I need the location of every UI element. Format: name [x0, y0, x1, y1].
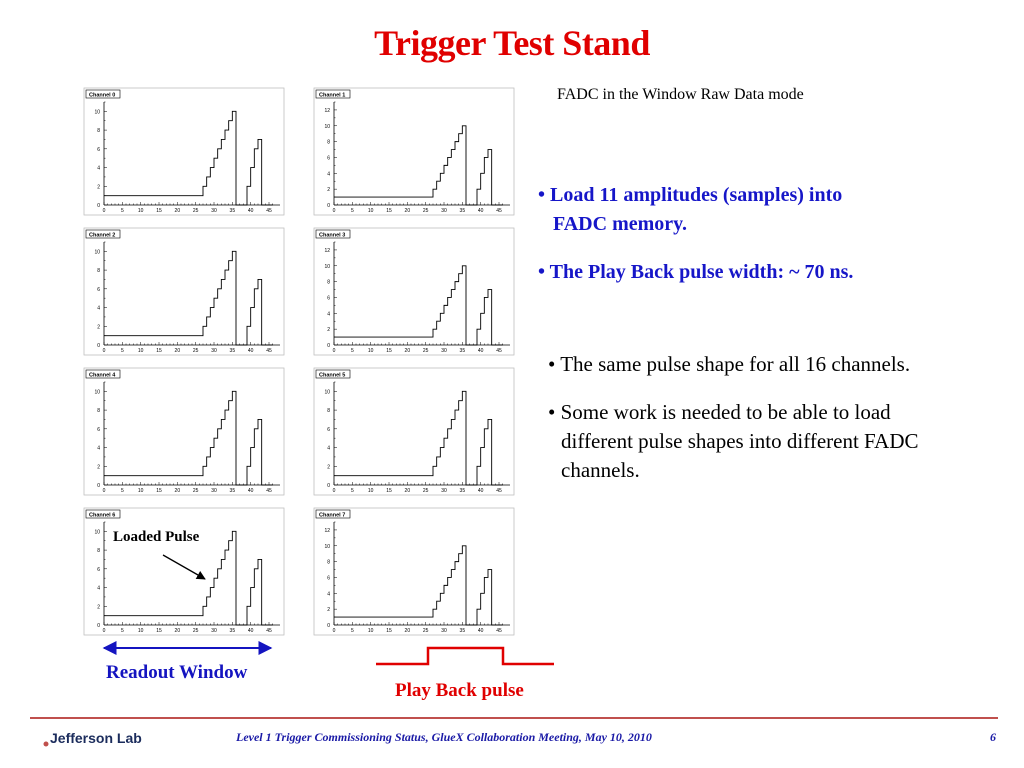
- playback-pulse-shape: [376, 648, 554, 664]
- footer-text: Level 1 Trigger Commissioning Status, GlueX Collaboration Meeting, May 10, 2010: [236, 730, 652, 744]
- y-tick-label: 8: [97, 128, 100, 135]
- y-tick-label: 4: [327, 311, 330, 318]
- slide-title: Trigger Test Stand: [374, 23, 650, 63]
- x-tick-label: 25: [192, 208, 199, 214]
- y-tick-label: 10: [94, 389, 100, 396]
- x-tick-label: 10: [367, 488, 374, 494]
- x-tick-label: 10: [137, 208, 144, 214]
- y-tick-label: 6: [327, 155, 330, 162]
- y-tick-label: 2: [327, 464, 330, 471]
- x-tick-label: 5: [120, 488, 124, 494]
- x-tick-label: 20: [404, 208, 411, 214]
- channel-plot-1: [314, 88, 514, 215]
- x-tick-label: 15: [156, 348, 162, 354]
- x-tick-label: 5: [120, 348, 124, 354]
- plot-title: Channel 3: [319, 232, 346, 239]
- logo-text: Jefferson Lab: [50, 730, 142, 746]
- y-tick-label: 0: [327, 483, 330, 489]
- y-tick-label: 2: [327, 187, 330, 194]
- x-tick-label: 10: [137, 628, 144, 634]
- x-tick-label: 30: [441, 348, 447, 354]
- x-tick-label: 25: [422, 208, 429, 214]
- x-tick-label: 25: [422, 488, 429, 494]
- y-tick-label: 4: [327, 445, 330, 452]
- y-tick-label: 2: [97, 324, 100, 331]
- bullet-load-amplitudes: • Load 11 amplitudes (samples) into: [538, 184, 843, 206]
- x-tick-label: 5: [120, 628, 124, 634]
- x-tick-label: 35: [229, 628, 236, 634]
- plot-title: Channel 6: [89, 512, 116, 519]
- y-tick-label: 10: [94, 249, 100, 256]
- x-tick-label: 35: [229, 208, 236, 214]
- channel-plot-7: [314, 508, 514, 635]
- y-tick-label: 4: [97, 165, 100, 172]
- y-tick-label: 4: [97, 305, 100, 312]
- x-tick-label: 15: [386, 488, 392, 494]
- x-tick-label: 25: [422, 628, 429, 634]
- bullet-same-shape: • The same pulse shape for all 16 channels.: [548, 352, 911, 376]
- x-tick-label: 0: [332, 208, 336, 214]
- x-tick-label: 0: [102, 628, 106, 634]
- y-tick-label: 10: [324, 389, 330, 396]
- y-tick-label: 10: [324, 123, 330, 130]
- y-tick-label: 8: [327, 408, 330, 415]
- y-tick-label: 0: [97, 343, 100, 349]
- x-tick-label: 10: [367, 628, 374, 634]
- x-tick-label: 40: [477, 488, 484, 494]
- x-tick-label: 20: [174, 488, 181, 494]
- x-tick-label: 10: [367, 208, 374, 214]
- x-tick-label: 30: [211, 628, 217, 634]
- y-tick-label: 10: [94, 109, 100, 116]
- x-tick-label: 0: [102, 488, 106, 494]
- x-tick-label: 15: [156, 628, 162, 634]
- y-tick-label: 4: [327, 591, 330, 598]
- y-tick-label: 8: [327, 559, 330, 566]
- x-tick-label: 45: [266, 628, 272, 634]
- y-tick-label: 6: [327, 575, 330, 582]
- loaded-pulse-label: Loaded Pulse: [113, 529, 200, 545]
- x-tick-label: 5: [350, 628, 354, 634]
- y-tick-label: 6: [97, 286, 100, 293]
- channel-plot-4: [84, 368, 284, 495]
- y-tick-label: 4: [97, 445, 100, 452]
- y-tick-label: 8: [97, 548, 100, 555]
- y-tick-label: 12: [324, 247, 330, 254]
- x-tick-label: 5: [350, 348, 354, 354]
- y-tick-label: 2: [327, 607, 330, 614]
- x-tick-label: 45: [266, 488, 272, 494]
- x-tick-label: 40: [477, 208, 484, 214]
- y-tick-label: 0: [327, 203, 330, 209]
- y-tick-label: 6: [327, 426, 330, 433]
- x-tick-label: 15: [386, 348, 392, 354]
- x-tick-label: 0: [332, 348, 336, 354]
- footer-divider: [30, 717, 998, 719]
- bullet-some-work-cont1: different pulse shapes into different FADC: [561, 429, 919, 453]
- y-tick-label: 8: [327, 279, 330, 286]
- x-tick-label: 25: [422, 348, 429, 354]
- plot-title: Channel 5: [319, 372, 346, 379]
- x-tick-label: 10: [137, 348, 144, 354]
- x-tick-label: 35: [229, 348, 236, 354]
- x-tick-label: 40: [477, 628, 484, 634]
- y-tick-label: 10: [324, 543, 330, 550]
- x-tick-label: 0: [332, 628, 336, 634]
- y-tick-label: 6: [97, 426, 100, 433]
- jefferson-lab-logo: [40, 727, 180, 751]
- y-tick-label: 0: [327, 343, 330, 349]
- x-tick-label: 20: [404, 488, 411, 494]
- y-tick-label: 0: [97, 203, 100, 209]
- x-tick-label: 10: [137, 488, 144, 494]
- x-tick-label: 10: [367, 348, 374, 354]
- y-tick-label: 0: [97, 623, 100, 629]
- x-tick-label: 30: [211, 208, 217, 214]
- x-tick-label: 15: [156, 488, 162, 494]
- x-tick-label: 45: [266, 208, 272, 214]
- x-tick-label: 0: [102, 208, 106, 214]
- y-tick-label: 6: [97, 146, 100, 153]
- y-tick-label: 2: [327, 327, 330, 334]
- channel-plot-0: [84, 88, 284, 215]
- y-tick-label: 2: [97, 604, 100, 611]
- x-tick-label: 20: [404, 348, 411, 354]
- plot-frame: [314, 88, 514, 215]
- y-tick-label: 12: [324, 527, 330, 534]
- y-tick-label: 4: [327, 171, 330, 178]
- y-tick-label: 8: [97, 408, 100, 415]
- bullet-load-amplitudes-cont: FADC memory.: [553, 213, 688, 235]
- x-tick-label: 20: [174, 348, 181, 354]
- y-tick-label: 12: [324, 107, 330, 114]
- x-tick-label: 35: [459, 488, 466, 494]
- y-tick-label: 10: [324, 263, 330, 270]
- fadc-mode-caption: FADC in the Window Raw Data mode: [557, 86, 804, 103]
- x-tick-label: 5: [120, 208, 124, 214]
- channel-plot-5: [314, 368, 514, 495]
- plot-title: Channel 4: [89, 372, 116, 379]
- y-tick-label: 0: [97, 483, 100, 489]
- bullet-some-work: • Some work is needed to be able to load: [548, 400, 891, 424]
- y-tick-label: 2: [97, 464, 100, 471]
- x-tick-label: 15: [386, 628, 392, 634]
- x-tick-label: 45: [496, 348, 502, 354]
- readout-window-label: Readout Window: [106, 662, 248, 683]
- plot-title: Channel 1: [319, 92, 346, 99]
- x-tick-label: 15: [386, 208, 392, 214]
- plot-title: Channel 2: [89, 232, 116, 239]
- x-tick-label: 5: [350, 208, 354, 214]
- x-tick-label: 45: [266, 348, 272, 354]
- x-tick-label: 25: [192, 348, 199, 354]
- x-tick-label: 30: [441, 628, 447, 634]
- x-tick-label: 20: [404, 628, 411, 634]
- playback-pulse-label: Play Back pulse: [395, 680, 524, 701]
- x-tick-label: 0: [332, 488, 336, 494]
- x-tick-label: 45: [496, 208, 502, 214]
- x-tick-label: 35: [459, 348, 466, 354]
- x-tick-label: 30: [211, 348, 217, 354]
- channel-plot-6: [84, 508, 284, 635]
- x-tick-label: 40: [247, 208, 254, 214]
- plot-frame: [314, 228, 514, 355]
- plot-frame: [314, 508, 514, 635]
- y-tick-label: 10: [94, 529, 100, 536]
- x-tick-label: 40: [247, 488, 254, 494]
- x-tick-label: 40: [247, 628, 254, 634]
- plot-title: Channel 0: [89, 92, 116, 99]
- x-tick-label: 25: [192, 488, 199, 494]
- x-tick-label: 15: [156, 208, 162, 214]
- x-tick-label: 20: [174, 208, 181, 214]
- bullet-some-work-cont2: channels.: [561, 458, 640, 482]
- x-tick-label: 35: [459, 208, 466, 214]
- y-tick-label: 2: [97, 184, 100, 191]
- x-tick-label: 25: [192, 628, 199, 634]
- y-tick-label: 4: [97, 585, 100, 592]
- x-tick-label: 40: [247, 348, 254, 354]
- page-number: 6: [990, 730, 996, 744]
- x-tick-label: 0: [102, 348, 106, 354]
- bullet-playback-width: • The Play Back pulse width: ~ 70 ns.: [538, 261, 854, 283]
- x-tick-label: 5: [350, 488, 354, 494]
- y-tick-label: 0: [327, 623, 330, 629]
- channel-plot-3: [314, 228, 514, 355]
- x-tick-label: 40: [477, 348, 484, 354]
- y-tick-label: 8: [327, 139, 330, 146]
- x-tick-label: 30: [441, 208, 447, 214]
- x-tick-label: 35: [459, 628, 466, 634]
- x-tick-label: 35: [229, 488, 236, 494]
- x-tick-label: 30: [211, 488, 217, 494]
- x-tick-label: 45: [496, 488, 502, 494]
- x-tick-label: 20: [174, 628, 181, 634]
- y-tick-label: 8: [97, 268, 100, 275]
- x-tick-label: 30: [441, 488, 447, 494]
- y-tick-label: 6: [327, 295, 330, 302]
- x-tick-label: 45: [496, 628, 502, 634]
- channel-plot-2: [84, 228, 284, 355]
- plot-title: Channel 7: [319, 512, 346, 519]
- y-tick-label: 6: [97, 566, 100, 573]
